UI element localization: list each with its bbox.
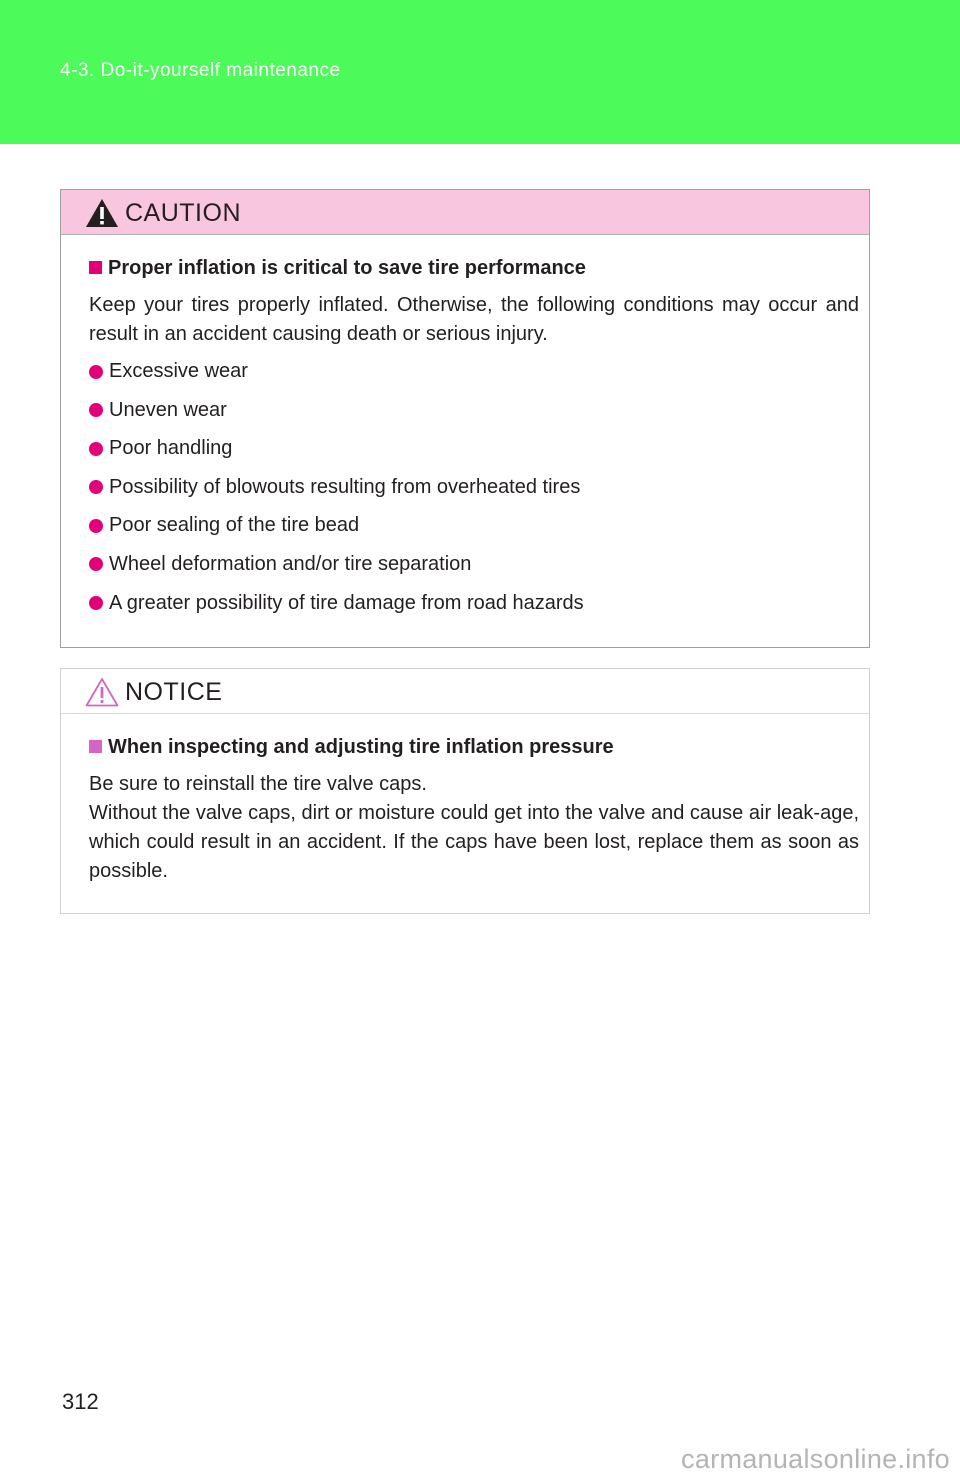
warning-triangle-filled-icon bbox=[85, 198, 119, 228]
list-item: Uneven wear bbox=[89, 396, 859, 425]
bullet-dot-icon bbox=[89, 480, 103, 494]
caution-heading bbox=[89, 255, 859, 281]
list-item: Excessive wear bbox=[89, 357, 859, 386]
list-item: Poor sealing of the tire bead bbox=[89, 511, 859, 540]
caution-box bbox=[60, 189, 870, 648]
square-bullet-icon bbox=[89, 261, 102, 274]
caution-body bbox=[61, 235, 869, 618]
notice-body bbox=[61, 714, 869, 886]
list-item: Possibility of blowouts resulting from overheated tires bbox=[89, 473, 859, 502]
caution-label: CAUTION bbox=[125, 199, 241, 227]
notice-box bbox=[60, 668, 870, 914]
list-item: A greater possibility of tire damage from road hazards bbox=[89, 589, 859, 618]
bullet-dot-icon bbox=[89, 557, 103, 571]
page-number: 312 bbox=[62, 1389, 99, 1414]
notice-heading bbox=[89, 734, 859, 760]
caution-header bbox=[61, 190, 869, 235]
bullet-dot-icon bbox=[89, 519, 103, 533]
warning-triangle-outline-icon bbox=[85, 677, 119, 707]
bullet-dot-icon bbox=[89, 365, 103, 379]
notice-line-2: Without the valve caps, dirt or moisture could get into the valve and cause air leak-age, which could result in an accident. If the caps have been lost, replace them as soon as possible. bbox=[89, 802, 859, 882]
notice-label: NOTICE bbox=[125, 678, 223, 706]
notice-heading-text: When inspecting and adjusting tire inflation pressure bbox=[108, 736, 614, 758]
list-item: Poor handling bbox=[89, 434, 859, 463]
notice-header bbox=[61, 669, 869, 714]
bullet-dot-icon bbox=[89, 442, 103, 456]
bullet-dot-icon bbox=[89, 596, 103, 610]
caution-heading-text: Proper inflation is critical to save tire performance bbox=[108, 257, 586, 279]
notice-line-1: Be sure to reinstall the tire valve caps. bbox=[89, 773, 427, 795]
square-bullet-icon bbox=[89, 740, 102, 753]
caution-intro: Keep your tires properly inflated. Otherwise, the following conditions may occur and result in an accident causing death or serious injury. bbox=[89, 294, 859, 345]
watermark: carmanualsonline.info bbox=[681, 1444, 950, 1474]
list-item: Wheel deformation and/or tire separation bbox=[89, 550, 859, 579]
section-title: 4-3. Do-it-yourself maintenance bbox=[60, 60, 341, 81]
bullet-dot-icon bbox=[89, 403, 103, 417]
